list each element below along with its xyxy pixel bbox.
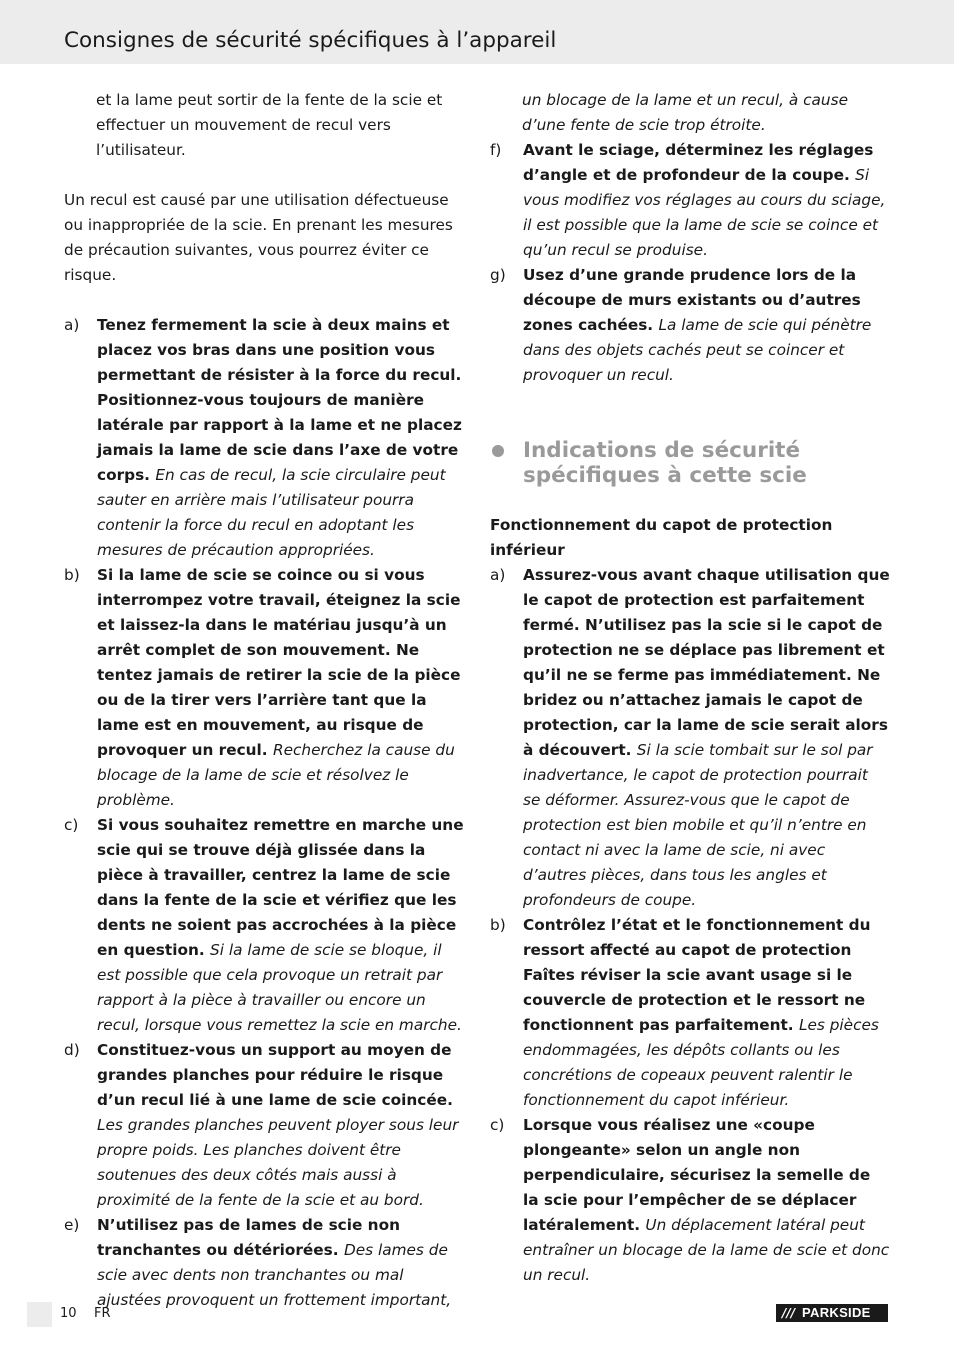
item-detail: Si la lame de scie se bloque, il est possible que cela provoque un retrait par rapport à la pièce à travailler ou encore un recul, lorsque vous remettez la scie en marche. <box>97 941 462 1034</box>
item-lead: Lorsque vous réalisez une «coupe plongeante» selon un angle non perpendiculaire, sécurisez la semelle de la scie pour l’empêcher de se déplacer latéralement. <box>523 1116 871 1234</box>
item-detail: Si la scie tombait sur le sol par inadvertance, le capot de protection pourrait se déformer. Assurez-vous que le capot de protection est bien mobile et qu’il n’entre en contact ni avec la lame de scie, ni avec d’autres pièces, dans tous les angles et profondeurs de coupe. <box>523 741 873 909</box>
item-marker: b) <box>64 566 80 584</box>
item-marker: a) <box>490 566 506 584</box>
item-detail: En cas de recul, la scie circulaire peut sauter en arrière mais l’utilisateur pourra contenir la force du recul en adoptant les mesures de précaution appropriées. <box>97 466 446 559</box>
page-title: Consignes de sécurité spécifiques à l’appareil <box>64 28 557 53</box>
item-detail: Recherchez la cause du blocage de la lame de scie et résolvez le problème. <box>97 741 455 809</box>
item-detail: Les grandes planches peuvent ployer sous leur propre poids. Les planches doivent être soutenues des deux côtés mais aussi à proximité de la fente de la scie et au bord. <box>97 1116 459 1209</box>
item-marker: c) <box>64 816 79 834</box>
item-marker: f) <box>490 141 502 159</box>
list-item <box>490 913 890 1113</box>
subheading: Fonctionnement du capot de protection inférieur <box>490 516 833 559</box>
item-detail: Si vous modifiez vos réglages au cours du sciage, il est possible que la lame de scie se coince et qu’un recul se produise. <box>523 166 886 259</box>
bullet-icon <box>492 445 504 457</box>
item-marker: c) <box>490 1116 505 1134</box>
item-lead: Constituez-vous un support au moyen de grandes planches pour réduire le risque d’un recul lié à une lame de scie coincée. <box>97 1041 453 1109</box>
item-lead: Assurez-vous avant chaque utilisation que le capot de protection est parfaitement fermé. N’utilisez pas la scie si le capot de protection ne se déplace pas librement et qu’il ne se ferme pas immédiatement. Ne bridez ou n’attachez jamais le capot de protection, car la lame de scie serait alors à découvert. <box>523 566 890 759</box>
page-number: 10 <box>60 1306 77 1321</box>
item-marker: e) <box>64 1216 80 1234</box>
left-column <box>64 88 464 1313</box>
item-marker: a) <box>64 316 80 334</box>
list-item <box>490 138 890 263</box>
item-detail: La lame de scie qui pénètre dans des objets cachés peut se coincer et provoquer un recul. <box>523 316 872 384</box>
continuation-text: et la lame peut sortir de la fente de la scie et effectuer un mouvement de recul vers l’utilisateur. <box>96 91 443 159</box>
right-column <box>490 88 890 1288</box>
intro-paragraph: Un recul est causé par une utilisation défectueuse ou inappropriée de la scie. En prenant les mesures de précaution suivantes, vous pourrez éviter ce risque. <box>64 191 453 284</box>
list-item <box>64 1038 464 1213</box>
list-item <box>490 1113 890 1288</box>
list-item <box>64 563 464 813</box>
list-item <box>64 313 464 563</box>
item-detail: Un déplacement latéral peut entraîner un blocage de la lame de scie et donc un recul. <box>523 1216 890 1284</box>
list-item <box>490 263 890 388</box>
footer-page-box <box>27 1302 52 1327</box>
item-detail: Des lames de scie avec dents non tranchantes ou mal ajustées provoquent un frottement important, <box>97 1241 452 1309</box>
item-lead: N’utilisez pas de lames de scie non tranchantes ou détériorées. <box>97 1216 400 1259</box>
page-header <box>0 0 954 64</box>
item-detail: Les pièces endommagées, les dépôts collants ou les concrétions de copeaux peuvent ralentir le fonctionnement du capot inférieur. <box>523 1016 879 1109</box>
item-lead: Avant le sciage, déterminez les réglages d’angle et de profondeur de la coupe. <box>523 141 874 184</box>
list-item <box>490 563 890 913</box>
item-lead: Si la lame de scie se coince ou si vous interrompez votre travail, éteignez la scie et laissez-la dans le matériau jusqu’à un arrêt complet de son mouvement. Ne tentez jamais de retirer la scie de la pièce ou de la tirer vers l’arrière tant que la lame est en mouvement, au risque de provoquer un recul. <box>97 566 461 759</box>
item-lead: Contrôlez l’état et le fonctionnement du ressort affecté au capot de protection Faîtes réviser la scie avant usage si le couvercle de protection et le ressort ne fonctionnent pas parfaitement. <box>523 916 871 1034</box>
item-lead: Tenez fermement la scie à deux mains et placez vos bras dans une position vous permettant de résister à la force du recul. Positionnez-vous toujours de manière latérale par rapport à la lame et ne placez jamais la lame de scie dans l’axe de votre corps. <box>97 316 462 484</box>
language-code: FR <box>94 1306 111 1321</box>
section-heading-text: Indications de sécurité spécifiques à cette scie <box>523 438 807 488</box>
list-item <box>64 1213 464 1313</box>
item-lead: Usez d’une grande prudence lors de la découpe de murs existants ou d’autres zones cachées. <box>523 266 861 334</box>
section-heading <box>490 438 890 488</box>
brand-name: PARKSIDE <box>802 1305 871 1320</box>
continuation-text: un blocage de la lame et un recul, à cause d’une fente de scie trop étroite. <box>522 91 849 134</box>
brand-logo <box>776 1304 888 1322</box>
item-marker: b) <box>490 916 506 934</box>
item-marker: g) <box>490 266 506 284</box>
item-marker: d) <box>64 1041 80 1059</box>
brand-slashes: /// <box>782 1306 796 1320</box>
item-lead: Si vous souhaitez remettre en marche une scie qui se trouve déjà glissée dans la pièce à travailler, centrez la lame de scie dans la fente de la scie et vérifiez que les dents ne soient pas accrochées à la pièce en question. <box>97 816 464 959</box>
list-item <box>64 813 464 1038</box>
